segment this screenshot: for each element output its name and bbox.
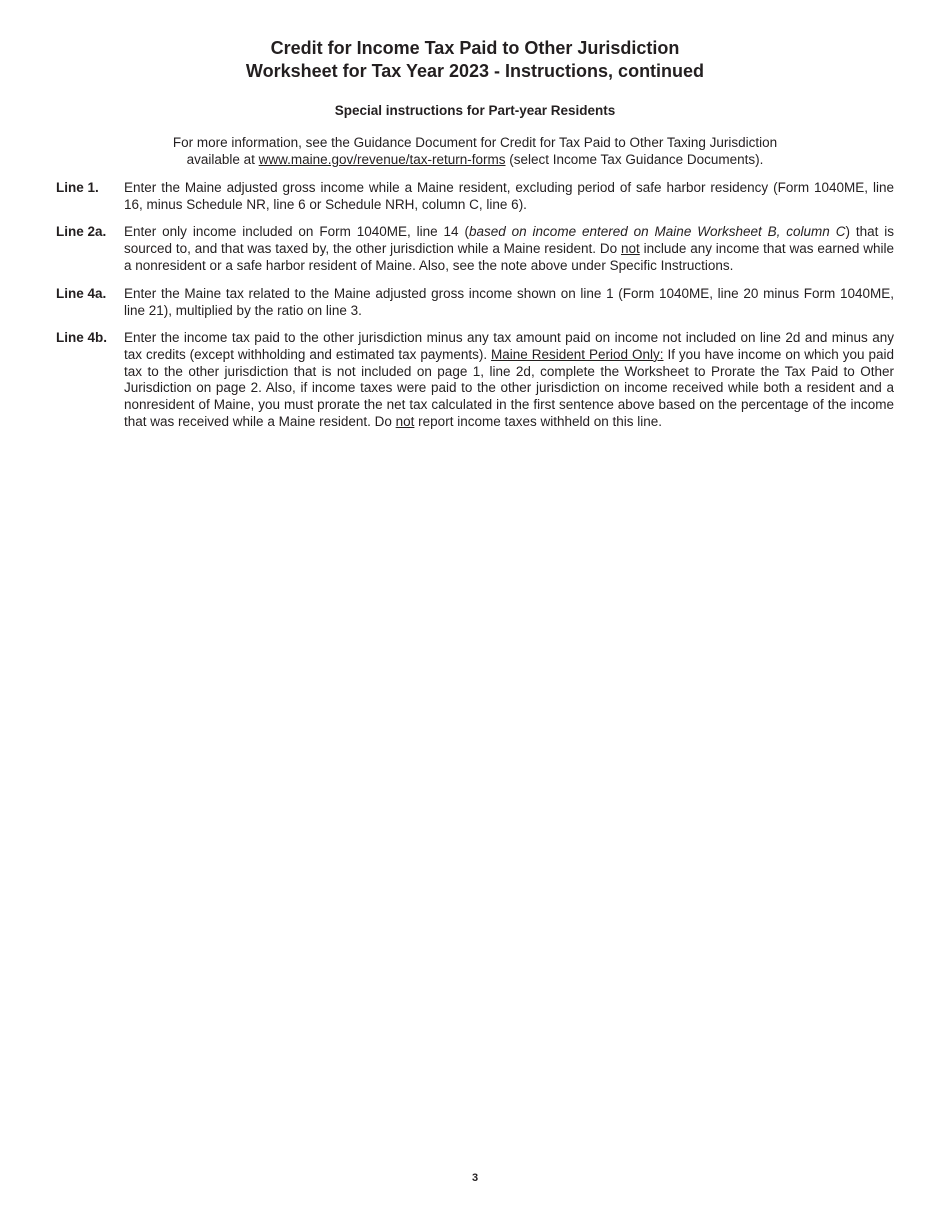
line-label: Line 2a. [56, 224, 107, 239]
instruction-line-1 [56, 180, 894, 214]
text-part: include any income that was earned while a nonresident or a safe harbor resident of Maine. Also, see the note above under Specific Instructions. [124, 240, 894, 273]
line-text [124, 224, 894, 274]
text-part: Enter the income tax paid to the other jurisdiction minus any tax amount paid on income not included on line 2d and minus any tax credits (except withholding and estimated tax payments). [124, 330, 894, 362]
info-line-1: For more information, see the Guidance Document for Credit for Tax Paid to Other Taxing Jurisdiction [172, 135, 778, 150]
info-line-2 [0, 152, 950, 169]
underlined-text: not [620, 240, 640, 256]
title-line-1: Credit for Income Tax Paid to Other Jurisdiction [270, 38, 680, 58]
line-label: Line 4a. [56, 286, 107, 301]
page-number: 3 [471, 1172, 479, 1184]
title-line-2: Worksheet for Tax Year 2023 - Instructions, continued [245, 61, 705, 81]
info-pre: available at [186, 151, 259, 167]
underlined-text: Maine Resident Period Only: [491, 346, 664, 362]
guidance-link[interactable]: www.maine.gov/revenue/tax-return-forms [258, 151, 506, 167]
info-post: (select Income Tax Guidance Documents). [505, 151, 764, 167]
info-paragraph [0, 135, 950, 168]
text-part: Enter only income included on Form 1040ME, line 14 ( [124, 224, 469, 239]
text-part: ) that is sourced to, and that was taxed by, the other jurisdiction while a Maine resident. Do [124, 224, 895, 256]
line-label: Line 1. [56, 180, 99, 195]
text-part: If you have income on which you paid tax to the other jurisdiction that is not included on page 1, line 2d, complete the Worksheet to Prorate the Tax Paid to Other Jurisdiction on page 2. Also, if income taxes were paid to the other jurisdiction on income received while both a resident and a nonresident of Maine, you must prorate the net tax calculated in the first sentence above based on the percentage of the income that was received while a Maine resident. Do [124, 346, 894, 429]
line-text: Enter the Maine tax related to the Maine adjusted gross income shown on line 1 (Form 1040ME, line 20 minus Form 1040ME, line 21), multiplied by the ratio on line 3. [124, 286, 894, 318]
section-heading: Special instructions for Part-year Residents [334, 103, 616, 118]
instruction-line-2a [56, 224, 894, 274]
line-text [124, 330, 894, 431]
instruction-line-4a [56, 286, 894, 320]
instruction-line-4b [56, 330, 894, 431]
underlined-text: not [395, 413, 415, 429]
italic-text: based on income entered on Maine Worksheet B, column C [468, 224, 846, 239]
line-text: Enter the Maine adjusted gross income while a Maine resident, excluding period of safe harbor residency (Form 1040ME, line 16, minus Schedule NR, line 6 or Schedule NRH, column C, line 6). [124, 180, 894, 212]
text-part: report income taxes withheld on this line. [414, 413, 663, 429]
line-label: Line 4b. [56, 330, 108, 345]
